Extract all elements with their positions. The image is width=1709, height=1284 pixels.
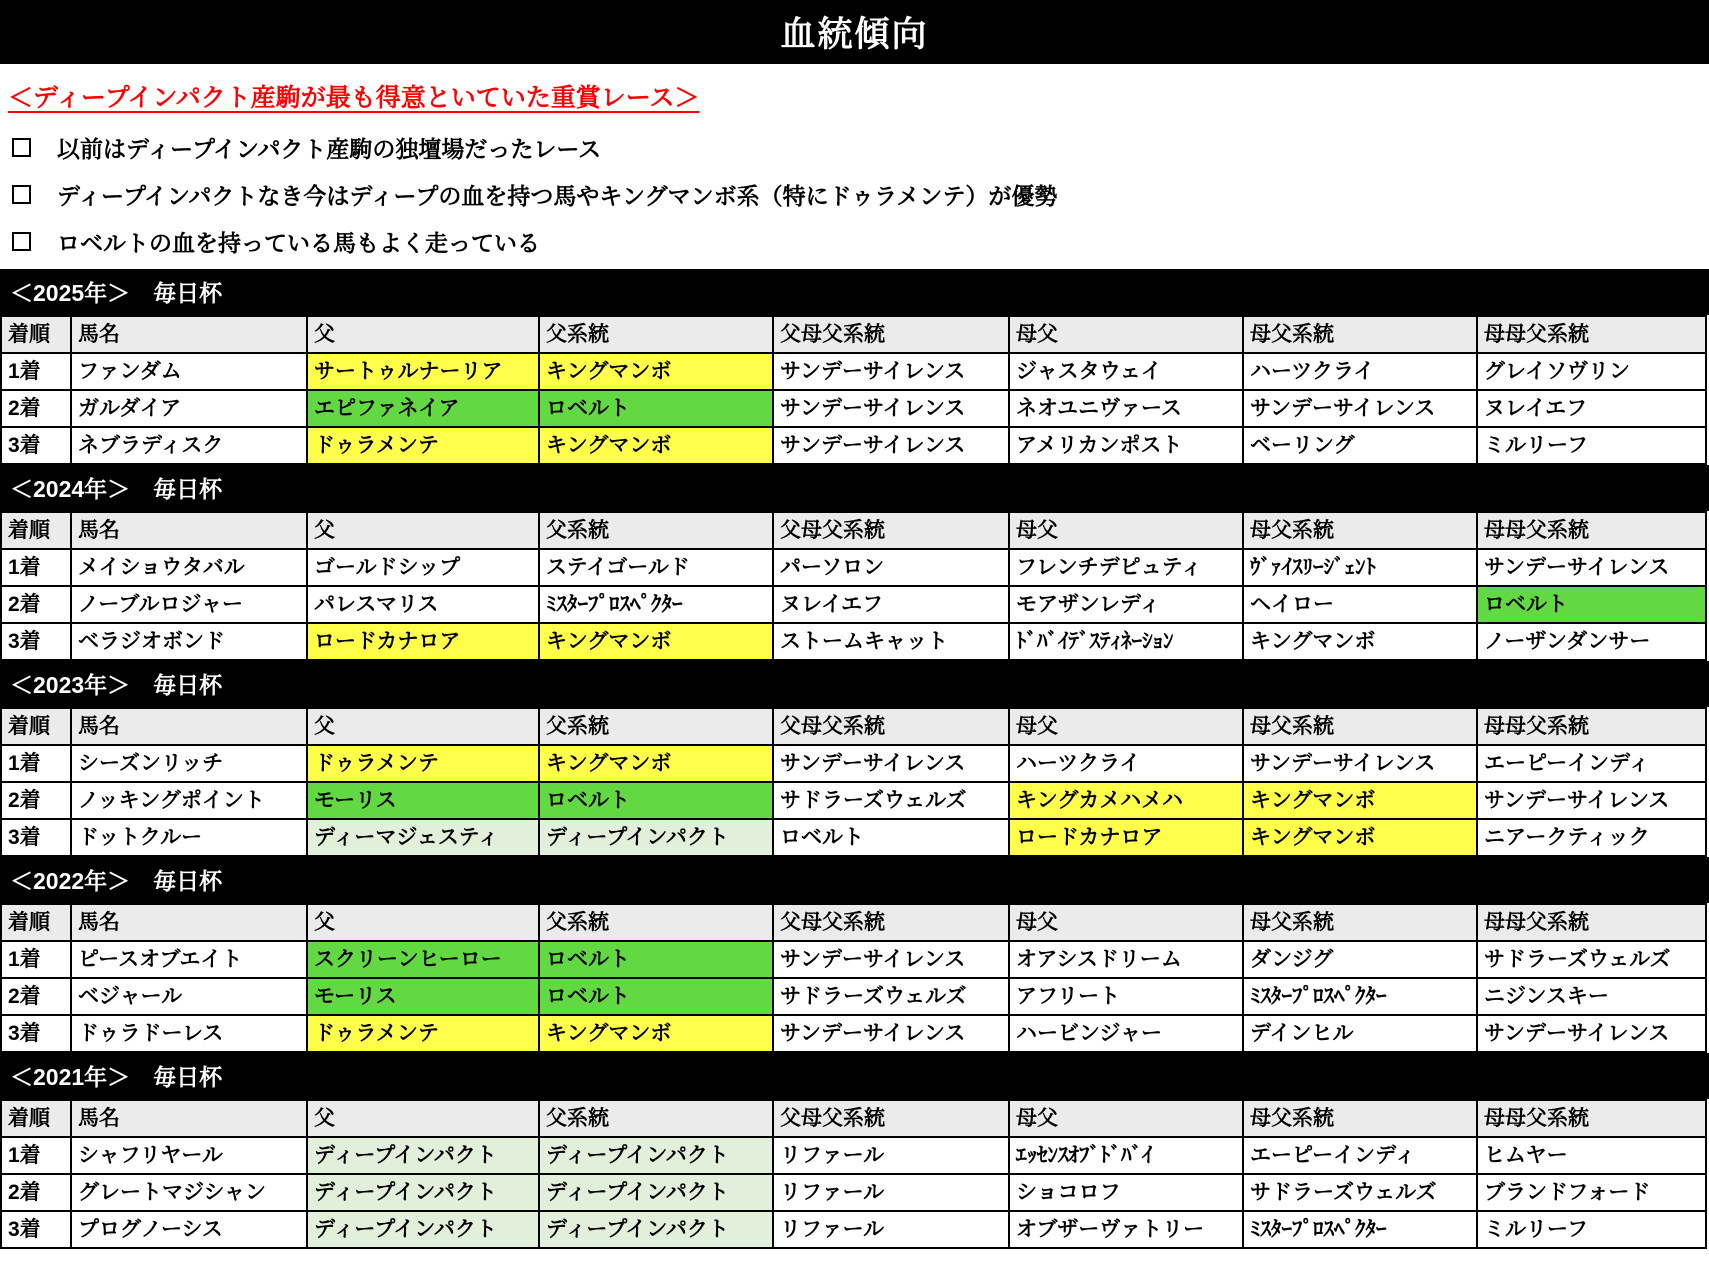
cell: モーリス — [307, 782, 539, 819]
cell: グレートマジシャン — [71, 1174, 307, 1211]
cell: キングマンボ — [539, 1015, 773, 1052]
cell: ディープインパクト — [307, 1211, 539, 1248]
year-section — [0, 465, 1709, 661]
cell: ファンダム — [71, 353, 307, 390]
column-header: 着順 — [1, 316, 71, 353]
table-row — [1, 1211, 1706, 1248]
cell: ロードカナロア — [1009, 819, 1243, 856]
table-row — [1, 819, 1706, 856]
cell: 1着 — [1, 549, 71, 586]
cell: モアザンレディ — [1009, 586, 1243, 623]
column-header: 父系統 — [539, 1100, 773, 1137]
cell: サンデーサイレンス — [773, 941, 1009, 978]
table-row — [1, 745, 1706, 782]
cell: フレンチデピュティ — [1009, 549, 1243, 586]
cell: 2着 — [1, 586, 71, 623]
cell: 3着 — [1, 819, 71, 856]
year-section — [0, 661, 1709, 857]
column-header: 母父 — [1009, 512, 1243, 549]
checkbox-icon — [12, 138, 31, 157]
column-header: 父母父系統 — [773, 904, 1009, 941]
cell: ゴールドシップ — [307, 549, 539, 586]
cell: アメリカンポスト — [1009, 427, 1243, 464]
cell: リファール — [773, 1174, 1009, 1211]
cell: ミルリーフ — [1477, 1211, 1706, 1248]
cell: ディープインパクト — [539, 1174, 773, 1211]
cell: ヒムヤー — [1477, 1137, 1706, 1174]
cell: サンデーサイレンス — [773, 353, 1009, 390]
cell: ドゥラメンテ — [307, 1015, 539, 1052]
cell: ロベルト — [539, 390, 773, 427]
column-header: 父系統 — [539, 512, 773, 549]
cell: ロベルト — [1477, 586, 1706, 623]
intro-block — [0, 64, 1709, 269]
cell: ピースオブエイト — [71, 941, 307, 978]
pedigree-table — [0, 903, 1707, 1053]
cell: エーピーインディ — [1477, 745, 1706, 782]
cell: 3着 — [1, 623, 71, 660]
table-row — [1, 941, 1706, 978]
note-item — [8, 218, 1699, 265]
pedigree-table — [0, 511, 1707, 661]
table-row — [1, 427, 1706, 464]
column-header: 父系統 — [539, 904, 773, 941]
cell: ベジャール — [71, 978, 307, 1015]
table-row — [1, 586, 1706, 623]
cell: ディープインパクト — [539, 1211, 773, 1248]
column-header: 父母父系統 — [773, 316, 1009, 353]
cell: サンデーサイレンス — [1477, 1015, 1706, 1052]
cell: ディープインパクト — [307, 1137, 539, 1174]
checkbox-icon — [12, 185, 31, 204]
cell: ディープインパクト — [539, 1137, 773, 1174]
column-header: 母父系統 — [1243, 708, 1477, 745]
cell: ハービンジャー — [1009, 1015, 1243, 1052]
cell: 1着 — [1, 941, 71, 978]
table-row — [1, 623, 1706, 660]
column-header: 母母父系統 — [1477, 512, 1706, 549]
cell: サンデーサイレンス — [773, 745, 1009, 782]
cell: シャフリヤール — [71, 1137, 307, 1174]
column-header: 母父系統 — [1243, 512, 1477, 549]
table-row — [1, 1015, 1706, 1052]
year-section — [0, 269, 1709, 465]
header-row — [1, 1100, 1706, 1137]
cell: エピファネイア — [307, 390, 539, 427]
column-header: 母父 — [1009, 904, 1243, 941]
cell: サートゥルナーリア — [307, 353, 539, 390]
cell: ドゥラドーレス — [71, 1015, 307, 1052]
cell: ｳﾞｧｲｽﾘｰｼﾞｪﾝﾄ — [1243, 549, 1477, 586]
column-header: 父 — [307, 904, 539, 941]
column-header: 父 — [307, 708, 539, 745]
note-text: ロベルトの血を持っている馬もよく走っている — [57, 230, 540, 256]
cell: ロードカナロア — [307, 623, 539, 660]
column-header: 馬名 — [71, 904, 307, 941]
cell: サンデーサイレンス — [773, 1015, 1009, 1052]
pedigree-table — [0, 707, 1707, 857]
cell: ベラジオボンド — [71, 623, 307, 660]
column-header: 馬名 — [71, 708, 307, 745]
year-sections — [0, 269, 1709, 1249]
cell: パレスマリス — [307, 586, 539, 623]
cell: ヌレイエフ — [1477, 390, 1706, 427]
cell: 2着 — [1, 978, 71, 1015]
cell: サンデーサイレンス — [1243, 390, 1477, 427]
section-title: ＜2021年＞ 毎日杯 — [0, 1053, 1709, 1099]
cell: ロベルト — [539, 782, 773, 819]
cell: ハーツクライ — [1243, 353, 1477, 390]
cell: パーソロン — [773, 549, 1009, 586]
header-row — [1, 316, 1706, 353]
header-row — [1, 904, 1706, 941]
cell: 1着 — [1, 353, 71, 390]
cell: ディーマジェスティ — [307, 819, 539, 856]
cell: キングマンボ — [539, 623, 773, 660]
cell: 3着 — [1, 1211, 71, 1248]
cell: アフリート — [1009, 978, 1243, 1015]
cell: ﾐｽﾀｰﾌﾟﾛｽﾍﾟｸﾀｰ — [1243, 978, 1477, 1015]
column-header: 母母父系統 — [1477, 1100, 1706, 1137]
header-row — [1, 512, 1706, 549]
column-header: 母母父系統 — [1477, 316, 1706, 353]
cell: ストームキャット — [773, 623, 1009, 660]
column-header: 馬名 — [71, 512, 307, 549]
note-text: 以前はディープインパクト産駒の独壇場だったレース — [57, 136, 602, 162]
cell: 2着 — [1, 1174, 71, 1211]
cell: ロベルト — [539, 941, 773, 978]
page-title: 血統傾向 — [780, 15, 929, 54]
cell: ノーブルロジャー — [71, 586, 307, 623]
cell: サンデーサイレンス — [1477, 549, 1706, 586]
cell: 2着 — [1, 390, 71, 427]
cell: サンデーサイレンス — [773, 390, 1009, 427]
section-title: ＜2025年＞ 毎日杯 — [0, 269, 1709, 315]
cell: キングマンボ — [539, 353, 773, 390]
column-header: 父母父系統 — [773, 708, 1009, 745]
cell: ヘイロー — [1243, 586, 1477, 623]
column-header: 父母父系統 — [773, 512, 1009, 549]
year-section — [0, 1053, 1709, 1249]
cell: ドゥラメンテ — [307, 427, 539, 464]
cell: ミルリーフ — [1477, 427, 1706, 464]
table-row — [1, 353, 1706, 390]
title-bar — [0, 0, 1709, 64]
cell: モーリス — [307, 978, 539, 1015]
table-row — [1, 1137, 1706, 1174]
cell: サドラーズウェルズ — [773, 978, 1009, 1015]
section-title: ＜2022年＞ 毎日杯 — [0, 857, 1709, 903]
table-row — [1, 390, 1706, 427]
cell: ﾄﾞﾊﾞｲﾃﾞｽﾃｨﾈｰｼｮﾝ — [1009, 623, 1243, 660]
cell: キングマンボ — [1243, 623, 1477, 660]
cell: ロベルト — [539, 978, 773, 1015]
cell: ノーザンダンサー — [1477, 623, 1706, 660]
cell: リファール — [773, 1211, 1009, 1248]
note-item — [8, 124, 1699, 171]
column-header: 父 — [307, 512, 539, 549]
cell: ベーリング — [1243, 427, 1477, 464]
cell: オブザーヴァトリー — [1009, 1211, 1243, 1248]
cell: 3着 — [1, 427, 71, 464]
column-header: 母母父系統 — [1477, 904, 1706, 941]
cell: シーズンリッチ — [71, 745, 307, 782]
table-row — [1, 1174, 1706, 1211]
column-header: 母父 — [1009, 1100, 1243, 1137]
cell: ドットクルー — [71, 819, 307, 856]
cell: 3着 — [1, 1015, 71, 1052]
table-row — [1, 549, 1706, 586]
column-header: 母母父系統 — [1477, 708, 1706, 745]
column-header: 父系統 — [539, 708, 773, 745]
cell: サンデーサイレンス — [1477, 782, 1706, 819]
cell: ディープインパクト — [307, 1174, 539, 1211]
cell: ガルダイア — [71, 390, 307, 427]
cell: キングマンボ — [1243, 782, 1477, 819]
cell: キングマンボ — [539, 745, 773, 782]
cell: ドゥラメンテ — [307, 745, 539, 782]
cell: リファール — [773, 1137, 1009, 1174]
cell: ノッキングポイント — [71, 782, 307, 819]
cell: ショコロフ — [1009, 1174, 1243, 1211]
column-header: 母父系統 — [1243, 1100, 1477, 1137]
column-header: 着順 — [1, 904, 71, 941]
column-header: 父母父系統 — [773, 1100, 1009, 1137]
cell: キングカメハメハ — [1009, 782, 1243, 819]
column-header: 母父 — [1009, 708, 1243, 745]
pedigree-table — [0, 1099, 1707, 1249]
checkbox-icon — [12, 232, 31, 251]
cell: ブランドフォード — [1477, 1174, 1706, 1211]
year-section — [0, 857, 1709, 1053]
cell: グレイソヴリン — [1477, 353, 1706, 390]
cell: オアシスドリーム — [1009, 941, 1243, 978]
cell: デインヒル — [1243, 1015, 1477, 1052]
cell: プログノーシス — [71, 1211, 307, 1248]
section-title: ＜2024年＞ 毎日杯 — [0, 465, 1709, 511]
cell: ニジンスキー — [1477, 978, 1706, 1015]
cell: エーピーインディ — [1243, 1137, 1477, 1174]
cell: ﾐｽﾀｰﾌﾟﾛｽﾍﾟｸﾀｰ — [539, 586, 773, 623]
cell: サドラーズウェルズ — [773, 782, 1009, 819]
cell: ヌレイエフ — [773, 586, 1009, 623]
cell: ダンジグ — [1243, 941, 1477, 978]
cell: ニアークティック — [1477, 819, 1706, 856]
column-header: 馬名 — [71, 1100, 307, 1137]
cell: 1着 — [1, 745, 71, 782]
column-header: 父 — [307, 316, 539, 353]
race-heading: ＜ディープインパクト産駒が最も得意といていた重賞レース＞ — [8, 84, 700, 112]
notes-list — [8, 124, 1699, 265]
column-header: 母父系統 — [1243, 904, 1477, 941]
cell: ﾐｽﾀｰﾌﾟﾛｽﾍﾟｸﾀｰ — [1243, 1211, 1477, 1248]
cell: ステイゴールド — [539, 549, 773, 586]
note-text: ディープインパクトなき今はディープの血を持つ馬やキングマンボ系（特にドゥラメンテ）が優勢 — [57, 183, 1058, 209]
column-header: 着順 — [1, 512, 71, 549]
cell: サンデーサイレンス — [1243, 745, 1477, 782]
cell: サドラーズウェルズ — [1477, 941, 1706, 978]
cell: スクリーンヒーロー — [307, 941, 539, 978]
column-header: 着順 — [1, 1100, 71, 1137]
cell: ネオユニヴァース — [1009, 390, 1243, 427]
column-header: 母父 — [1009, 316, 1243, 353]
column-header: 馬名 — [71, 316, 307, 353]
cell: ディープインパクト — [539, 819, 773, 856]
column-header: 父系統 — [539, 316, 773, 353]
cell: ジャスタウェイ — [1009, 353, 1243, 390]
pedigree-table — [0, 315, 1707, 465]
cell: メイショウタバル — [71, 549, 307, 586]
note-item — [8, 171, 1699, 218]
column-header: 父 — [307, 1100, 539, 1137]
table-row — [1, 782, 1706, 819]
cell: 1着 — [1, 1137, 71, 1174]
column-header: 着順 — [1, 708, 71, 745]
cell: ネブラディスク — [71, 427, 307, 464]
column-header: 母父系統 — [1243, 316, 1477, 353]
cell: キングマンボ — [539, 427, 773, 464]
table-row — [1, 978, 1706, 1015]
cell: ハーツクライ — [1009, 745, 1243, 782]
cell: ロベルト — [773, 819, 1009, 856]
cell: ｴｯｾﾝｽｵﾌﾞﾄﾞﾊﾞｲ — [1009, 1137, 1243, 1174]
cell: サドラーズウェルズ — [1243, 1174, 1477, 1211]
section-title: ＜2023年＞ 毎日杯 — [0, 661, 1709, 707]
cell: 2着 — [1, 782, 71, 819]
header-row — [1, 708, 1706, 745]
cell: キングマンボ — [1243, 819, 1477, 856]
cell: サンデーサイレンス — [773, 427, 1009, 464]
